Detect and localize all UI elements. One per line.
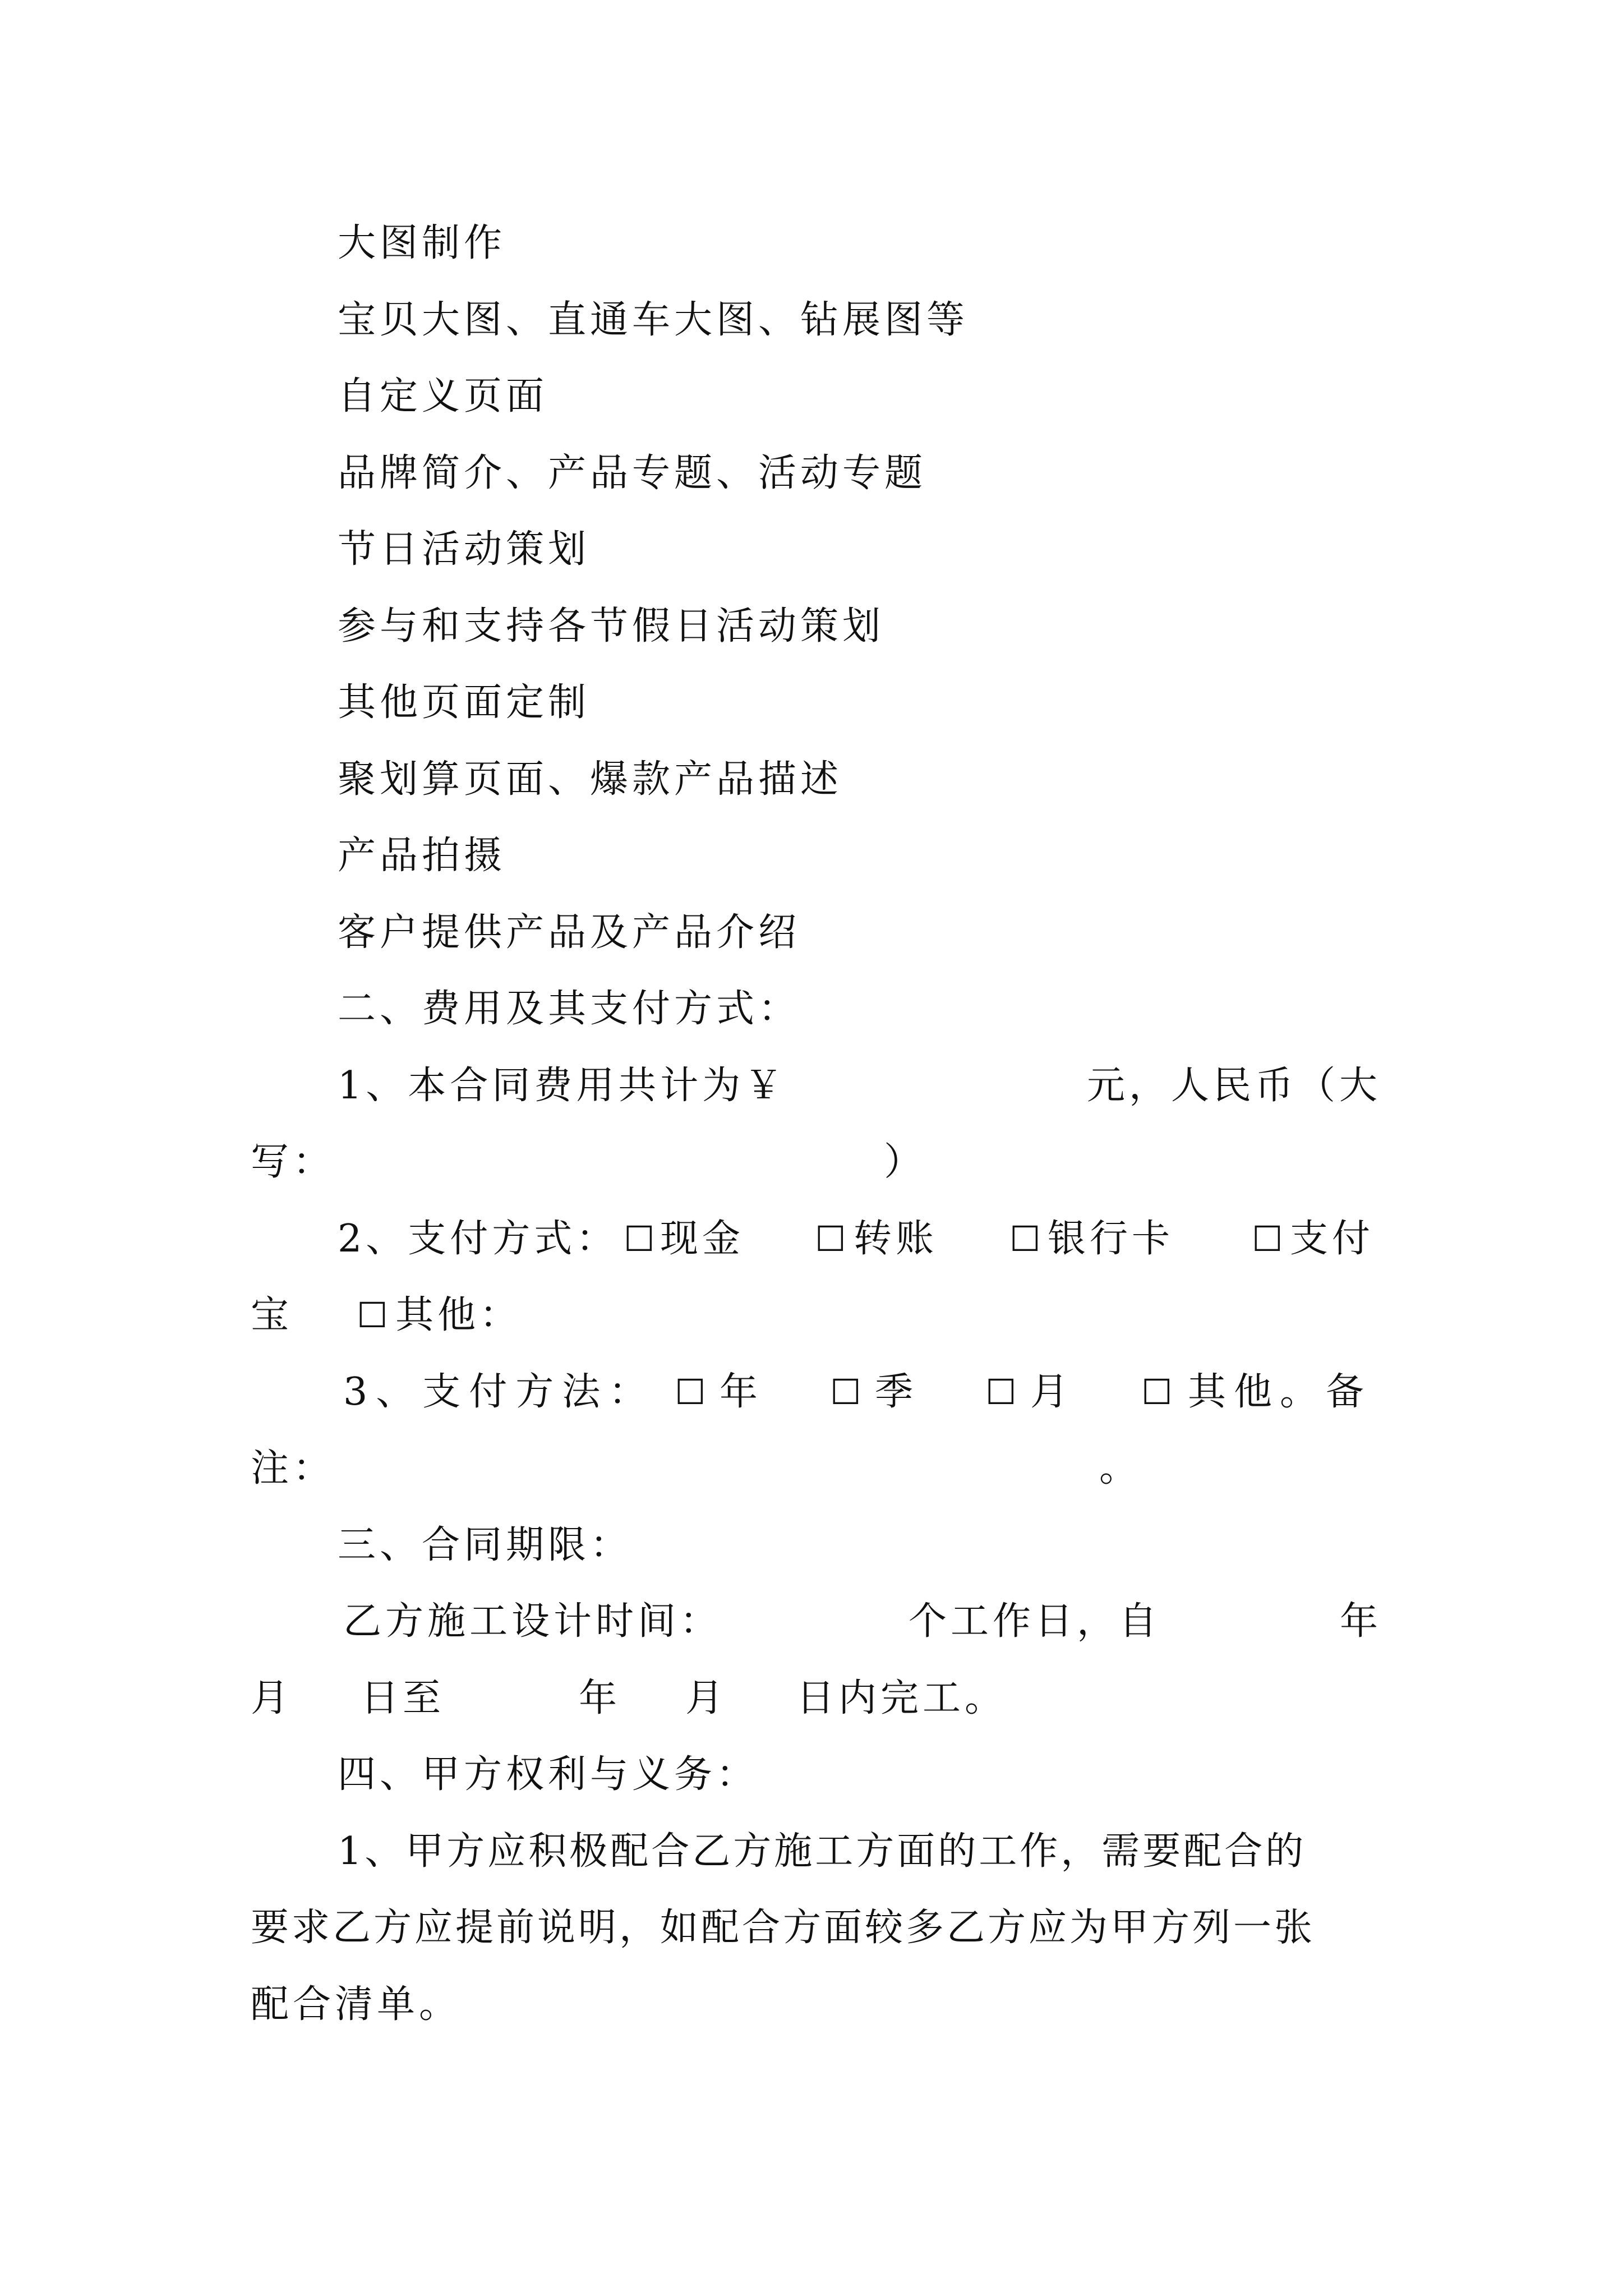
text-line: 客户提供产品及产品介绍 [338,910,801,955]
fee-total-label: 1、本合同费用共计为￥ [338,1064,787,1108]
term-year-1: 年 [1340,1599,1382,1644]
paragraph-line: 配合清单。 [251,1982,462,2027]
text-line: 产品拍摄 [338,834,506,878]
payment-method-period-label: 3、支付方法： [343,1370,656,1414]
term-month-2: 月 [685,1676,728,1720]
option-bank-card: 银行卡 [1048,1217,1174,1261]
fee-close-paren: ） [884,1140,926,1184]
option-season: 季 [875,1370,917,1414]
text-line: 品牌简介、产品专题、活动专题 [338,451,927,495]
text-line: 参与和支持各节假日活动策划 [338,604,885,648]
option-alipay-cont: 宝 [251,1293,293,1337]
text-line: 节日活动策划 [338,527,591,572]
checkbox-bank-card[interactable]: ☐ [1009,1218,1045,1259]
option-transfer: 转账 [854,1217,938,1261]
checkbox-alipay[interactable]: ☐ [1252,1218,1287,1259]
section-heading: 二、费用及其支付方式： [338,987,801,1031]
text-line: 聚划算页面、爆款产品描述 [338,757,843,802]
paragraph-line: 1、甲方应积极配合乙方施工方面的工作，需要配合的 [338,1829,1307,1874]
option-month: 月 [1030,1370,1073,1414]
paragraph-line: 要求乙方应提前说明，如配合方面较多乙方应为甲方列一张 [251,1906,1316,1950]
option-cash: 现金 [660,1217,745,1261]
section-heading: 四、甲方权利与义务： [338,1752,759,1797]
fee-currency-text: 元，人民币（大 [1087,1064,1382,1108]
note-label: 注： [251,1446,335,1490]
checkbox-season[interactable]: ☐ [830,1372,865,1412]
option-year: 年 [720,1370,762,1414]
checkbox-transfer[interactable]: ☐ [815,1218,850,1259]
option-period-other: 其他。备 [1188,1370,1372,1414]
option-other: 其他： [395,1293,522,1337]
term-month-1: 月 [251,1676,293,1720]
section-heading: 三、合同期限： [338,1523,633,1567]
term-days-text: 个工作日，自 [909,1599,1161,1644]
note-end: 。 [1099,1446,1142,1490]
fee-uppercase-label: 写： [251,1140,335,1184]
term-year-2: 年 [579,1676,621,1720]
checkbox-cash[interactable]: ☐ [624,1218,659,1259]
text-line: 自定义页面 [338,374,548,418]
checkbox-year[interactable]: ☐ [675,1372,710,1412]
text-line: 其他页面定制 [338,680,591,725]
term-label: 乙方施工设计时间： [343,1599,722,1644]
payment-method-label: 2、支付方式： [338,1217,619,1261]
term-day-to: 日至 [361,1676,445,1720]
checkbox-month[interactable]: ☐ [985,1372,1021,1412]
text-line: 宝贝大图、直通车大图、钻展图等 [338,298,969,342]
checkbox-other[interactable]: ☐ [357,1295,392,1336]
term-complete: 日内完工。 [796,1676,1007,1720]
text-line: 大图制作 [338,221,506,265]
checkbox-period-other[interactable]: ☐ [1141,1372,1177,1412]
option-alipay: 支付 [1290,1217,1375,1261]
